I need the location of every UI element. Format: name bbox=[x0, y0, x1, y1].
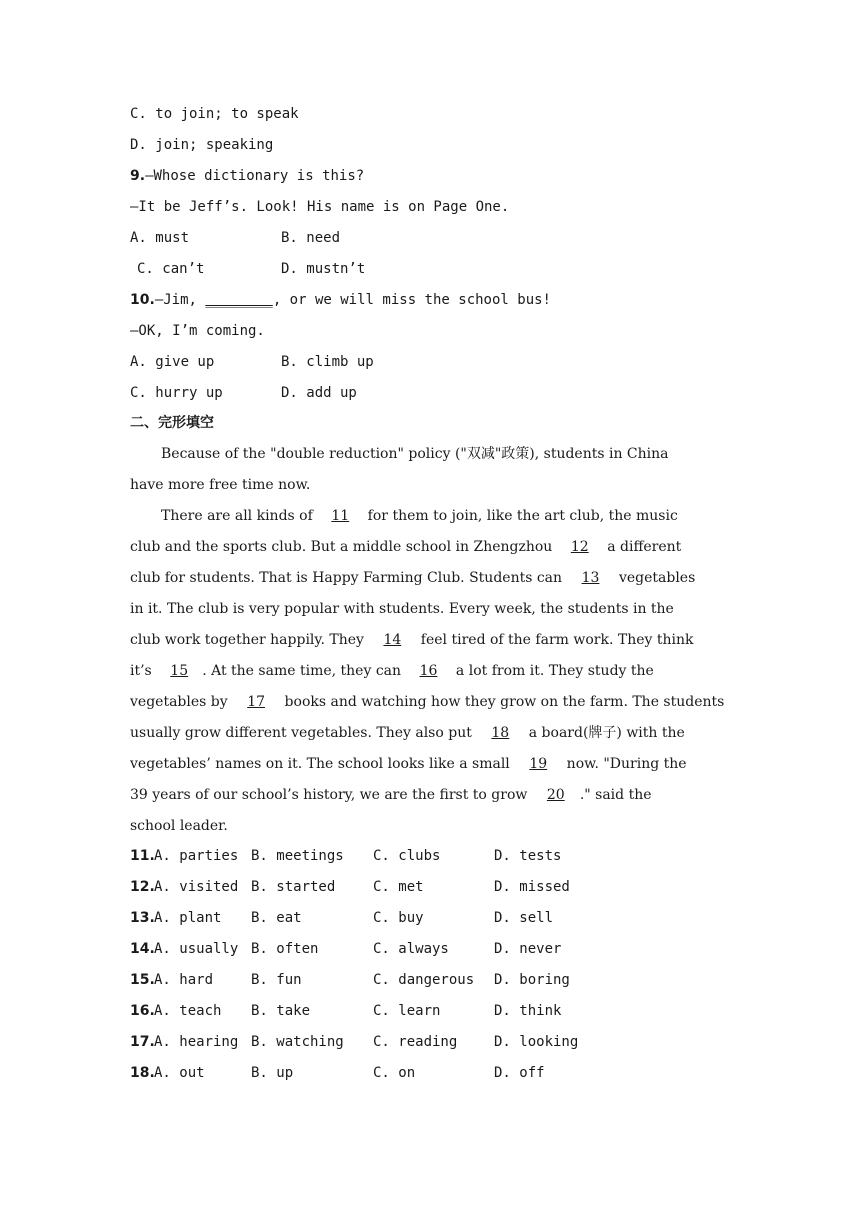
q9-option-d: D. mustn’t bbox=[281, 261, 366, 277]
q8-option-c: C. to join; to speak bbox=[130, 106, 299, 122]
passage-text: usually grow different vegetables. They also put bbox=[130, 725, 477, 741]
passage-line-3 bbox=[161, 501, 730, 532]
passage-line-8 bbox=[130, 656, 730, 687]
blank-11: 11 bbox=[331, 508, 350, 524]
q9-option-c: C. can’t bbox=[137, 261, 205, 277]
choice-row bbox=[130, 934, 730, 965]
q10-prompt-after: , or we will miss the school bus! bbox=[272, 292, 551, 308]
passage-text: for them to join, like the art club, the music bbox=[363, 508, 678, 524]
passage-line-2: have more free time now. bbox=[130, 477, 311, 493]
choice-option-c: C. reading bbox=[373, 1034, 458, 1050]
choice-number: 16. bbox=[130, 1003, 155, 1019]
choice-option-a: A. parties bbox=[154, 848, 239, 864]
choice-option-c: C. buy bbox=[373, 910, 424, 926]
passage-text: it’s bbox=[130, 663, 157, 679]
q10-options-row1 bbox=[130, 347, 730, 378]
q9-prompt-line bbox=[130, 161, 730, 192]
choice-option-a: A. visited bbox=[154, 879, 239, 895]
choice-option-d: D. think bbox=[494, 1003, 562, 1019]
blank-19: 19 bbox=[529, 756, 548, 772]
passage-line-9 bbox=[130, 687, 730, 718]
choice-option-c: C. always bbox=[373, 941, 449, 957]
choice-number: 14. bbox=[130, 941, 155, 957]
blank-16: 16 bbox=[419, 663, 438, 679]
choice-option-b: B. take bbox=[251, 1003, 311, 1019]
choice-row bbox=[130, 841, 730, 872]
choice-option-d: D. tests bbox=[494, 848, 562, 864]
passage-line-13: school leader. bbox=[130, 818, 228, 834]
choice-number: 18. bbox=[130, 1065, 155, 1081]
passage-line-7 bbox=[130, 625, 730, 656]
choice-option-d: D. never bbox=[494, 941, 562, 957]
passage-text: a board(牌子) with the bbox=[524, 725, 685, 741]
choice-option-a: A. usually bbox=[154, 941, 239, 957]
q9-number: 9. bbox=[130, 168, 146, 184]
choice-option-a: A. hearing bbox=[154, 1034, 239, 1050]
choice-option-b: B. up bbox=[251, 1065, 294, 1081]
choice-row bbox=[130, 965, 730, 996]
q10-option-b: B. climb up bbox=[281, 354, 374, 370]
q10-reply: —OK, I’m coming. bbox=[130, 323, 265, 339]
q10-prompt-line bbox=[130, 285, 730, 316]
q9-prompt: —Whose dictionary is this? bbox=[145, 168, 365, 184]
passage-text: club for students. That is Happy Farming Club. Students can bbox=[130, 570, 567, 586]
choice-number: 15. bbox=[130, 972, 155, 988]
choice-number: 12. bbox=[130, 879, 155, 895]
q10-blank: ________ bbox=[205, 292, 273, 308]
choice-option-c: C. dangerous bbox=[373, 972, 475, 988]
choice-option-b: B. often bbox=[251, 941, 319, 957]
choice-option-c: C. on bbox=[373, 1065, 416, 1081]
choice-number: 11. bbox=[130, 848, 155, 864]
choice-option-d: D. missed bbox=[494, 879, 570, 895]
passage-text: now. "During the bbox=[562, 756, 687, 772]
passage-text: There are all kinds of bbox=[161, 508, 318, 524]
blank-14: 14 bbox=[383, 632, 402, 648]
choice-option-a: A. teach bbox=[154, 1003, 222, 1019]
choice-option-b: B. fun bbox=[251, 972, 302, 988]
passage-text: club work together happily. They bbox=[130, 632, 369, 648]
passage-text: club and the sports club. But a middle school in Zhengzhou bbox=[130, 539, 557, 555]
passage-text: books and watching how they grow on the farm. The students bbox=[280, 694, 725, 710]
passage-text: 39 years of our school’s history, we are the first to grow bbox=[130, 787, 532, 803]
passage-line-4 bbox=[130, 532, 730, 563]
q10-options-row2 bbox=[130, 378, 730, 409]
passage-line-6: in it. The club is very popular with students. Every week, the students in the bbox=[130, 601, 674, 617]
passage-line-11 bbox=[130, 749, 730, 780]
blank-20: 20 bbox=[546, 787, 565, 803]
passage-text: vegetables by bbox=[130, 694, 233, 710]
choice-option-a: A. hard bbox=[154, 972, 214, 988]
passage-line-10 bbox=[130, 718, 730, 749]
choice-option-c: C. met bbox=[373, 879, 424, 895]
q10-prompt-before: —Jim, bbox=[154, 292, 206, 308]
q10-option-d: D. add up bbox=[281, 385, 357, 401]
choice-option-a: A. out bbox=[154, 1065, 205, 1081]
q10-option-c: C. hurry up bbox=[130, 385, 223, 401]
passage-text: vegetables’ names on it. The school looks like a small bbox=[130, 756, 515, 772]
choice-number: 13. bbox=[130, 910, 155, 926]
passage-text: feel tired of the farm work. They think bbox=[416, 632, 694, 648]
choice-row bbox=[130, 1027, 730, 1058]
choice-option-c: C. clubs bbox=[373, 848, 441, 864]
blank-15: 15 bbox=[170, 663, 189, 679]
choice-option-c: C. learn bbox=[373, 1003, 441, 1019]
passage-text: . At the same time, they can bbox=[202, 663, 406, 679]
blank-12: 12 bbox=[570, 539, 589, 555]
choice-option-b: B. meetings bbox=[251, 848, 344, 864]
blank-17: 17 bbox=[247, 694, 266, 710]
choice-row bbox=[130, 996, 730, 1027]
blank-13: 13 bbox=[581, 570, 600, 586]
q8-option-d: D. join; speaking bbox=[130, 137, 274, 153]
blank-18: 18 bbox=[491, 725, 510, 741]
choice-option-b: B. eat bbox=[251, 910, 302, 926]
choice-option-d: D. off bbox=[494, 1065, 545, 1081]
choice-option-b: B. watching bbox=[251, 1034, 344, 1050]
section-title: 二、完形填空 bbox=[130, 415, 214, 431]
q9-reply: —It be Jeff’s. Look! His name is on Page One. bbox=[130, 199, 510, 215]
q9-option-a: A. must bbox=[130, 230, 190, 246]
choice-row bbox=[130, 1058, 730, 1089]
passage-line-1: Because of the "double reduction" policy ("双减"政策), students in China bbox=[161, 446, 669, 462]
choice-option-a: A. plant bbox=[154, 910, 222, 926]
passage-text: vegetables bbox=[614, 570, 696, 586]
choice-number: 17. bbox=[130, 1034, 155, 1050]
passage-line-5 bbox=[130, 563, 730, 594]
q9-options-row1 bbox=[130, 223, 730, 254]
q10-option-a: A. give up bbox=[130, 354, 215, 370]
passage-text: a different bbox=[602, 539, 682, 555]
choice-row bbox=[130, 903, 730, 934]
q9-options-row2 bbox=[130, 254, 730, 285]
choice-option-d: D. boring bbox=[494, 972, 570, 988]
choice-option-b: B. started bbox=[251, 879, 336, 895]
q9-option-b: B. need bbox=[281, 230, 341, 246]
choice-option-d: D. looking bbox=[494, 1034, 579, 1050]
passage-line-12 bbox=[130, 780, 730, 811]
passage-text: ." said the bbox=[579, 787, 652, 803]
q10-number: 10. bbox=[130, 292, 155, 308]
choice-option-d: D. sell bbox=[494, 910, 554, 926]
passage-text: a lot from it. They study the bbox=[451, 663, 654, 679]
choice-row bbox=[130, 872, 730, 903]
